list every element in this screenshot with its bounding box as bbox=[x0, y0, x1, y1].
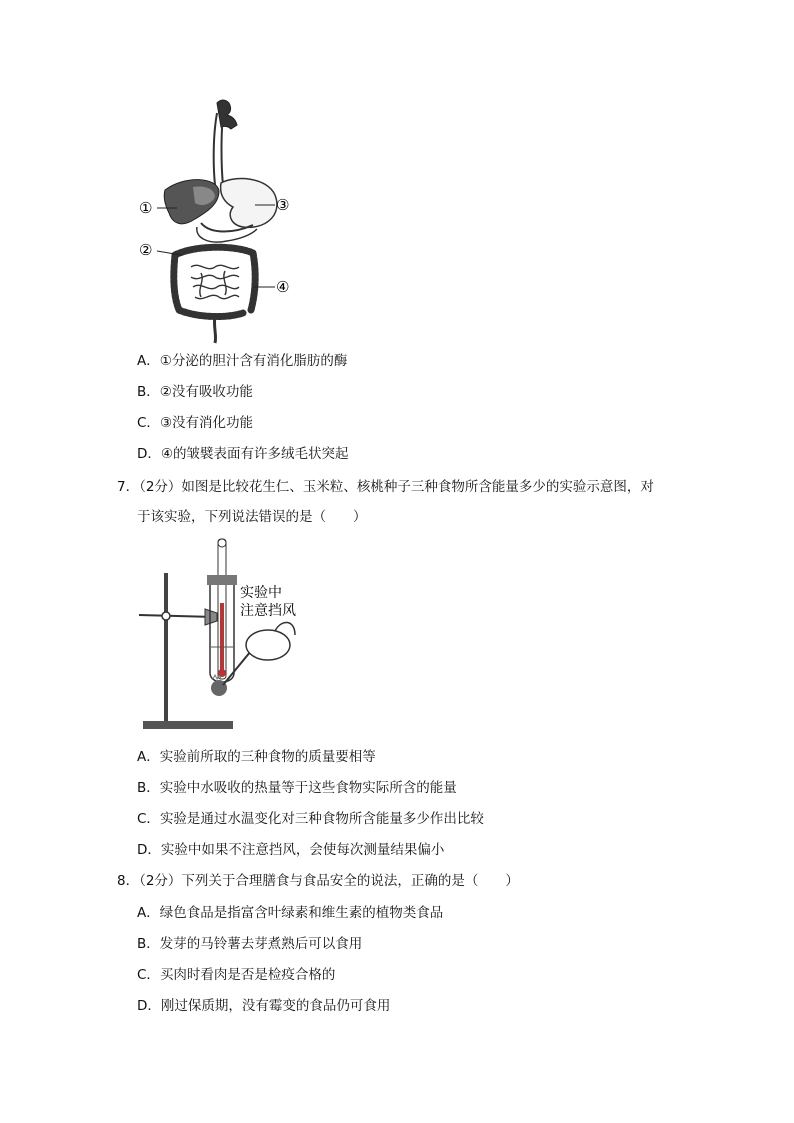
q7-stem-line1: 7．（2分）如图是比较花生仁、玉米粒、核桃种子三种食物所含能量多少的实验示意图，对 bbox=[117, 479, 654, 495]
q8-option-a[interactable] bbox=[137, 904, 443, 922]
large-intestine bbox=[174, 247, 255, 316]
q8-option-b[interactable] bbox=[137, 935, 362, 953]
label-3: ③ bbox=[276, 196, 290, 214]
stomach bbox=[221, 179, 277, 228]
option-letter: B． bbox=[137, 780, 160, 796]
option-letter: B． bbox=[137, 936, 160, 952]
q7-option-b[interactable] bbox=[137, 779, 457, 797]
label-4: ④ bbox=[276, 278, 290, 296]
q6-option-b[interactable] bbox=[137, 383, 253, 401]
option-letter: D． bbox=[137, 998, 161, 1014]
q6-option-c[interactable] bbox=[137, 414, 253, 432]
q7-option-a[interactable] bbox=[137, 748, 376, 766]
option-text: 实验前所取的三种食物的质量要相等 bbox=[159, 749, 376, 765]
figure-label-line2: 注意挡风 bbox=[240, 603, 296, 619]
option-letter: B． bbox=[137, 384, 160, 400]
q7-option-c[interactable] bbox=[137, 810, 484, 828]
option-text: 绿色食品是指富含叶绿素和维生素的植物类食品 bbox=[159, 905, 444, 921]
q8-option-d[interactable] bbox=[137, 997, 390, 1015]
option-text: ③没有消化功能 bbox=[159, 415, 254, 431]
label-1: ① bbox=[139, 199, 153, 217]
option-text: 实验是通过水温变化对三种食物所含能量多少作出比较 bbox=[159, 811, 484, 827]
option-letter: A． bbox=[137, 749, 160, 765]
option-text: ④的皱襞表面有许多绒毛状突起 bbox=[160, 446, 349, 462]
option-letter: A． bbox=[137, 353, 160, 369]
label-2: ② bbox=[139, 241, 153, 259]
q7-option-d[interactable] bbox=[137, 841, 444, 859]
calorimetry-figure bbox=[135, 535, 335, 740]
q8-stem: 8．（2分）下列关于合理膳食与食品安全的说法，正确的是（ ） bbox=[117, 873, 519, 889]
q6-option-a[interactable] bbox=[137, 352, 347, 370]
option-text: 实验中水吸收的热量等于这些食物实际所含的能量 bbox=[159, 780, 457, 796]
option-text: 实验中如果不注意挡风，会使每次测量结果偏小 bbox=[160, 842, 445, 858]
option-letter: C． bbox=[137, 811, 160, 827]
option-text: ①分泌的胆汁含有消化脂肪的酶 bbox=[159, 353, 348, 369]
option-text: ②没有吸收功能 bbox=[159, 384, 253, 400]
q8-option-c[interactable] bbox=[137, 966, 335, 984]
option-letter: D． bbox=[137, 842, 161, 858]
digestive-system-figure bbox=[135, 95, 305, 345]
figure-label-line1: 实验中 bbox=[240, 585, 282, 601]
option-text: 刚过保质期，没有霉变的食品仍可食用 bbox=[160, 998, 391, 1014]
option-letter: C． bbox=[137, 415, 160, 431]
q6-option-d[interactable] bbox=[137, 445, 349, 463]
option-letter: A． bbox=[137, 905, 160, 921]
q7-stem-line2: 于该实验，下列说法错误的是（ ） bbox=[137, 509, 367, 525]
option-text: 发芽的马铃薯去芽煮熟后可以食用 bbox=[159, 936, 363, 952]
option-letter: D． bbox=[137, 446, 161, 462]
option-letter: C． bbox=[137, 967, 160, 983]
option-text: 买肉时看肉是否是检疫合格的 bbox=[159, 967, 336, 983]
